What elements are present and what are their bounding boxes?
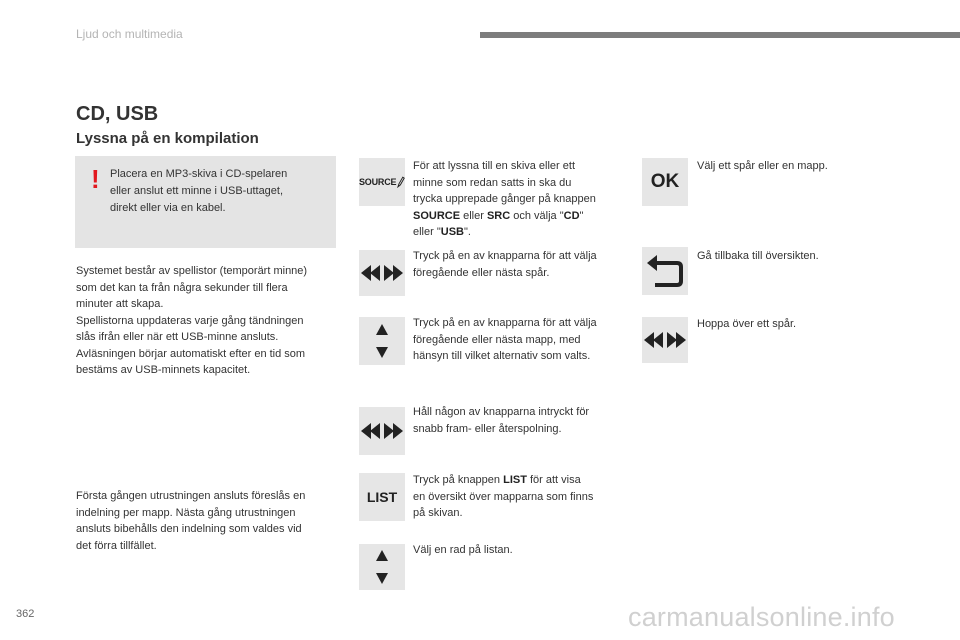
back-instruction	[697, 248, 897, 265]
text-line: Spellistorna uppdateras varje gång tändningen	[76, 314, 304, 327]
text-line	[413, 224, 628, 241]
section-title: CD, USB	[76, 103, 159, 125]
select-row-instruction	[413, 542, 628, 559]
text-line: föregående eller nästa mapp, med	[413, 333, 581, 346]
text-line: det förra tillfället.	[76, 539, 157, 552]
skip-instruction	[697, 316, 897, 333]
back-button	[642, 247, 688, 295]
source-instruction	[413, 158, 628, 241]
up-down-row-buttons	[359, 544, 405, 590]
text-line: snabb fram- eller återspolning.	[413, 422, 562, 435]
text-fragment: ".	[463, 226, 471, 238]
text-line: ansluts bibehålls den indelning som valdes vid	[76, 523, 302, 535]
text-line: föregående eller nästa spår.	[413, 266, 550, 279]
list-button	[359, 473, 405, 521]
text-line: minne som redan satts in ska du	[413, 176, 572, 189]
arrow-down-icon	[376, 573, 388, 584]
text-line: Hoppa över ett spår.	[697, 318, 797, 330]
rewind-forward-icon	[360, 422, 404, 440]
text-fragment: för att visa	[526, 474, 581, 486]
seek-instruction	[413, 404, 628, 437]
skip-track-buttons	[642, 317, 688, 363]
header-bar	[480, 32, 960, 38]
text-line	[413, 208, 628, 225]
keyword-list: LIST	[503, 474, 527, 486]
page-number: 362	[16, 608, 35, 620]
text-line: slås ifrån eller när ett USB-minne ansluts.	[76, 331, 279, 343]
ok-instruction	[697, 158, 897, 175]
source-button	[359, 158, 405, 206]
text-fragment: "	[579, 209, 584, 222]
warning-line: eller anslut ett minne i USB-uttaget,	[110, 185, 284, 197]
text-line: Avläsningen börjar automatiskt efter en tid som	[76, 347, 306, 360]
text-line: Första gången utrustningen ansluts föreslås en	[76, 490, 306, 502]
text-line: bestäms av USB-minnets kapacitet.	[76, 364, 251, 376]
warning-line: direkt eller via en kabel.	[110, 202, 226, 214]
warning-line: Placera en MP3-skiva i CD-spelaren	[110, 168, 288, 180]
text-line: Systemet består av spellistor (temporärt minne)	[76, 265, 308, 277]
text-line: trycka upprepade gånger på knappen	[413, 193, 596, 205]
text-line: Välj ett spår eller en mapp.	[697, 160, 828, 172]
arrow-down-icon	[376, 347, 388, 358]
arrow-up-icon	[376, 550, 388, 561]
exclamation-icon: !	[91, 164, 100, 194]
text-line: en översikt över mapparna som finns	[413, 490, 594, 503]
text-line: indelning per mapp. Nästa gång utrustningen	[76, 506, 296, 519]
sub-title: Lyssna på en kompilation	[76, 130, 259, 147]
first-time-description	[76, 488, 338, 554]
warning-text	[110, 166, 330, 217]
arrow-up-icon	[376, 324, 388, 335]
warning-box	[75, 156, 336, 248]
header-label: Ljud och multimedia	[76, 27, 183, 41]
folder-instruction	[413, 315, 628, 365]
text-line: som det kan ta från några sekunder till flera	[76, 281, 288, 294]
text-line: Tryck på en av knapparna för att välja	[413, 317, 597, 329]
keyword-src: SRC	[486, 209, 511, 222]
text-line: Tryck på en av knapparna för att välja	[413, 250, 597, 262]
ok-button-label: OK	[650, 171, 680, 192]
watermark: carmanualsonline.info	[628, 602, 895, 632]
text-line: Håll någon av knapparna intryckt för	[413, 406, 590, 418]
rewind-forward-icon	[643, 331, 687, 349]
rewind-forward-icon	[360, 264, 404, 282]
text-fragment: eller	[460, 209, 487, 222]
text-fragment: och välja "	[510, 209, 564, 222]
keyword-source: SOURCE	[413, 209, 461, 222]
prev-next-track-instruction	[413, 248, 628, 281]
text-line: För att lyssna till en skiva eller ett	[413, 160, 576, 172]
keyword-cd: CD	[563, 209, 580, 222]
text-fragment: eller "	[413, 226, 441, 238]
ok-button	[642, 158, 688, 206]
text-line: Välj en rad på listan.	[413, 544, 513, 556]
text-line: Gå tillbaka till översikten.	[697, 250, 819, 262]
prev-next-track-buttons	[359, 250, 405, 296]
up-down-folder-buttons	[359, 317, 405, 365]
text-line: minuter att skapa.	[76, 298, 164, 310]
back-arrow-icon	[646, 254, 684, 288]
list-button-label: LIST	[366, 489, 398, 505]
seek-buttons	[359, 407, 405, 455]
text-line	[413, 472, 628, 489]
text-fragment: Tryck på knappen	[413, 474, 504, 486]
pencil-icon	[397, 176, 405, 188]
source-button-label: SOURCE	[359, 177, 397, 187]
list-instruction	[413, 472, 628, 522]
keyword-usb: USB	[440, 226, 464, 238]
system-description	[76, 263, 338, 379]
text-line: på skivan.	[413, 507, 463, 519]
text-line: hänsyn till vilket alternativ som valts.	[413, 350, 591, 362]
